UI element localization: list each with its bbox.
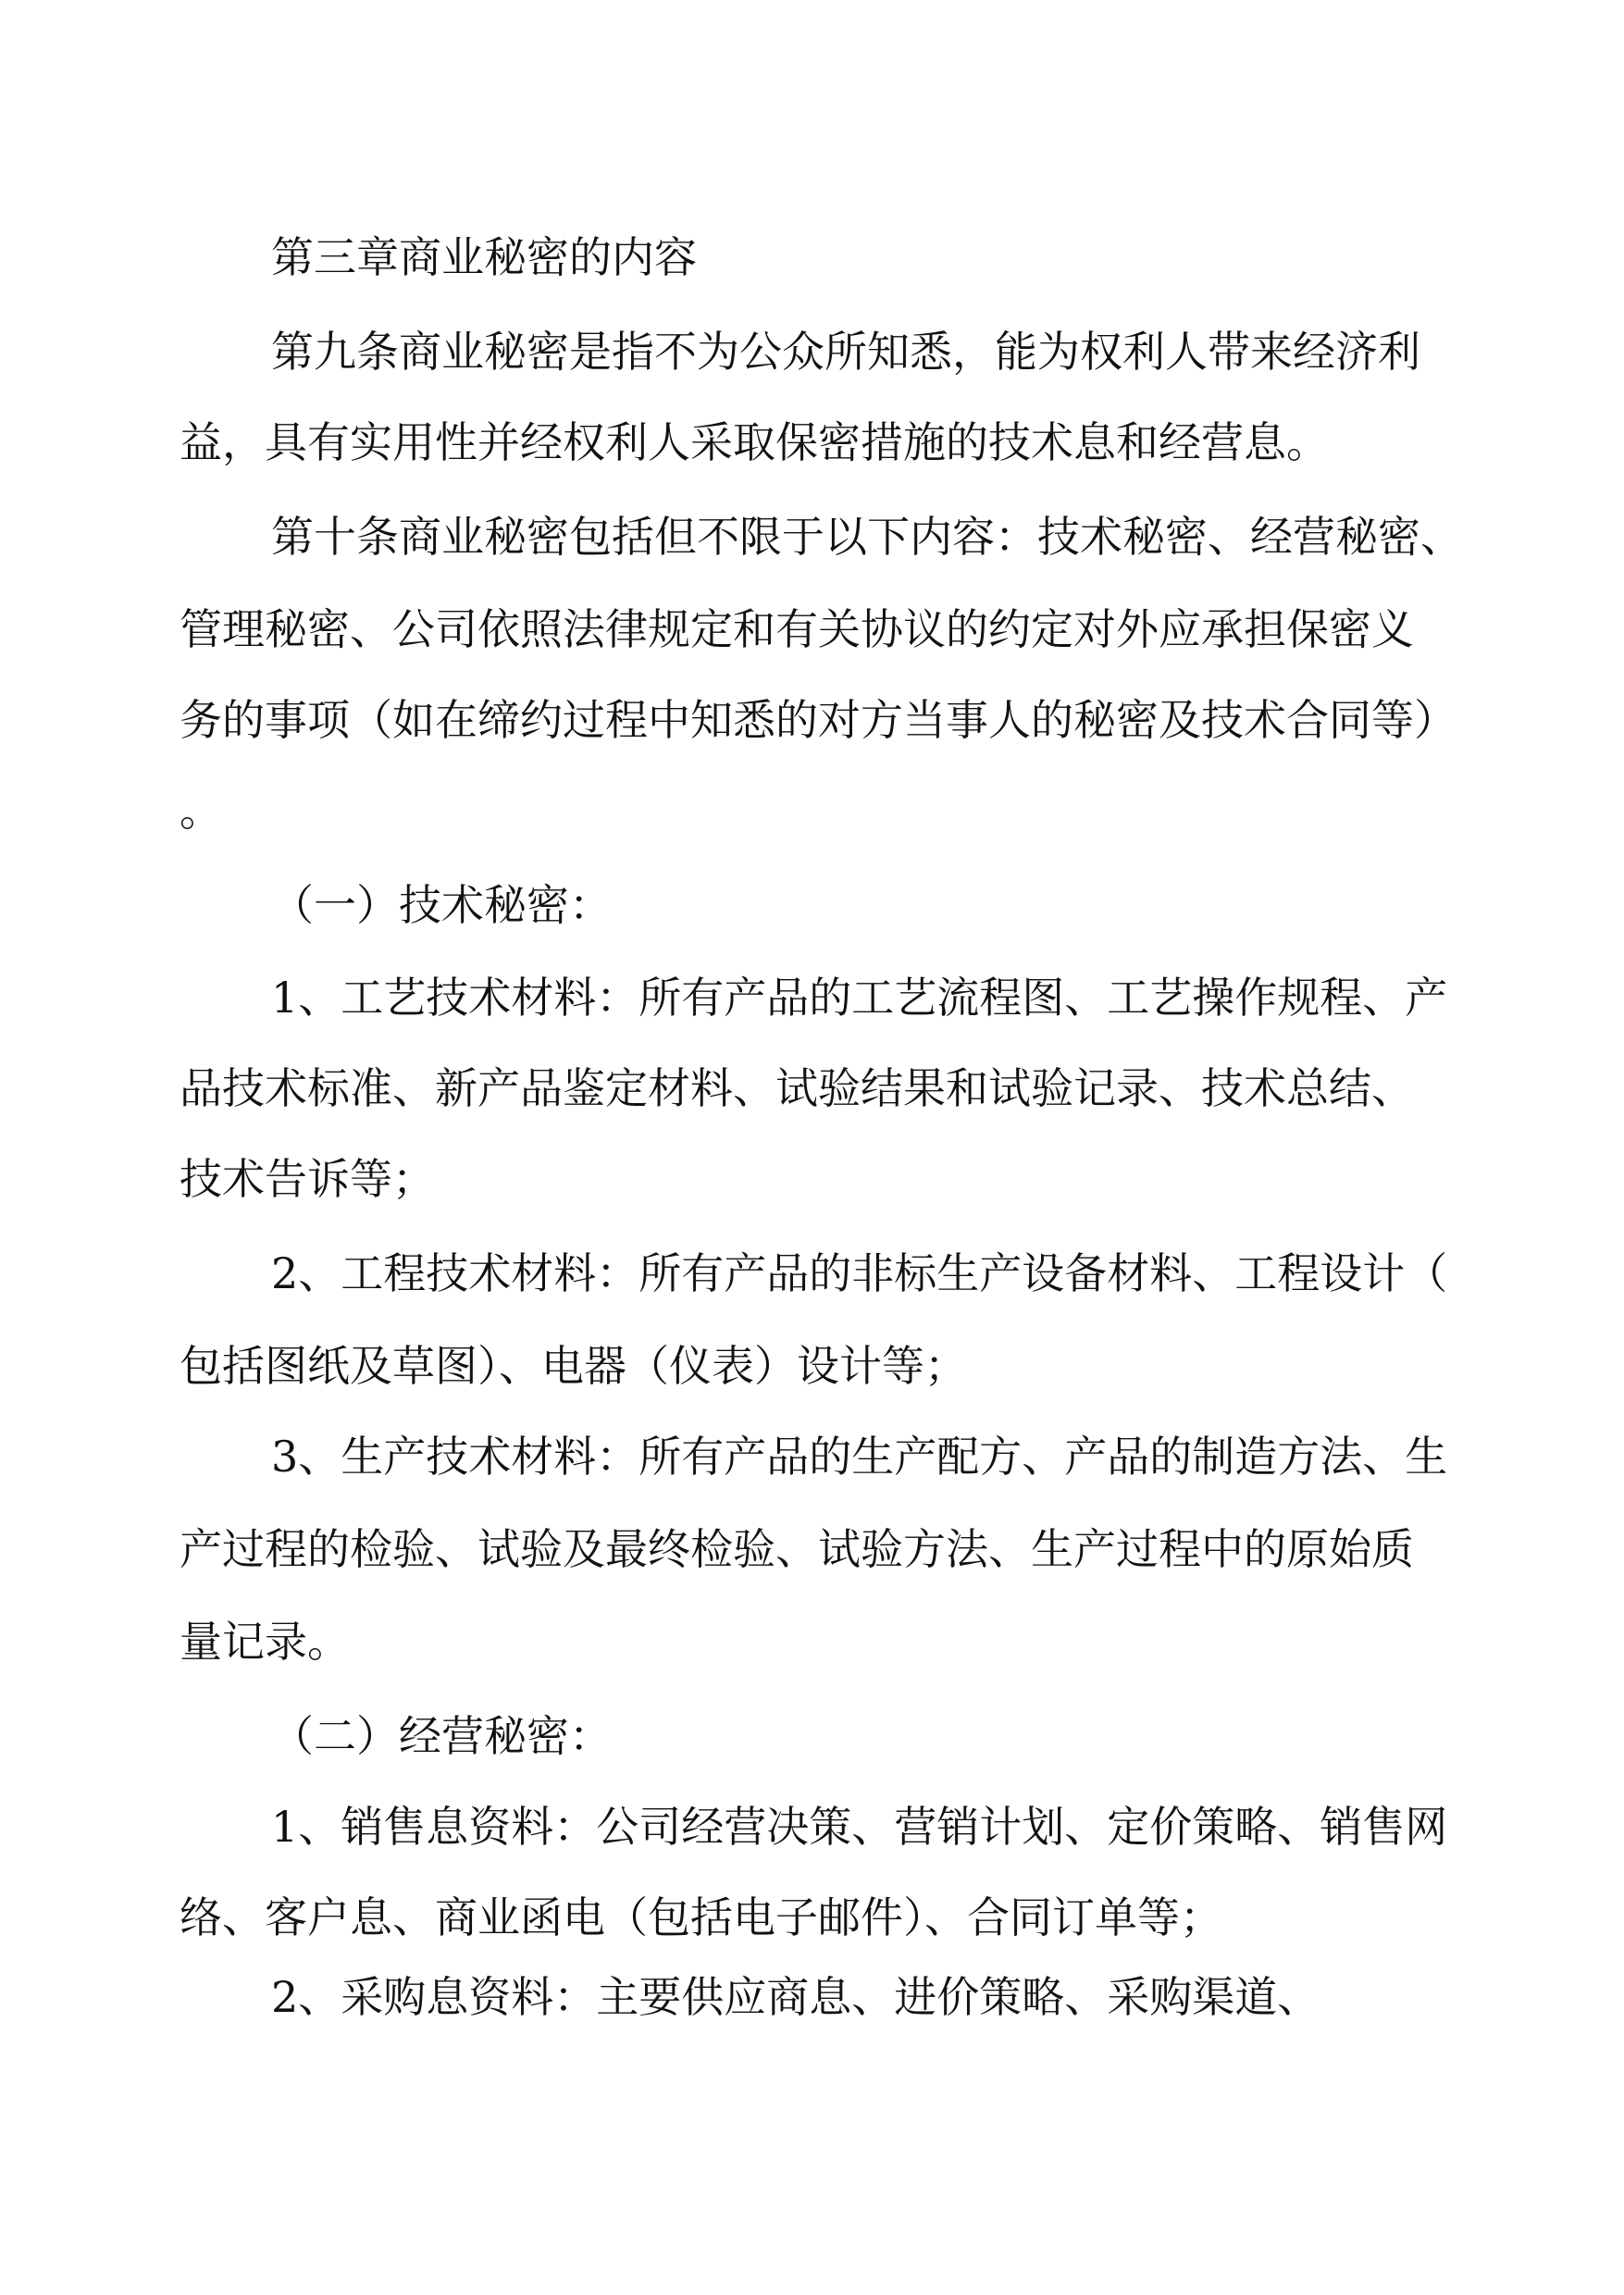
article-9-line-1: 第九条商业秘密是指不为公众所知悉，能为权利人带来经济利 [271,327,1420,377]
section-1-item-3-line-1: 3、生产技术材料：所有产品的生产配方、产品的制造方法、生 [271,1432,1448,1482]
section-1-item-2-line-1: 2、工程技术材料：所有产品的非标生产设备材料、工程设计（ [271,1248,1448,1298]
section-1-item-2-line-2: 包括图纸及草图）、电器（仪表）设计等； [180,1341,967,1391]
chapter-heading: 第三章商业秘密的内容 [271,232,697,282]
section-2-item-1-line-2: 络、客户息、商业函电（包括电子邮件）、合同订单等； [180,1892,1222,1942]
article-10-line-4: 。 [180,786,222,836]
article-10-line-2: 管理秘密、公司依照法律规定和有关协议的约定对外应承担保密义 [180,604,1414,654]
section-1-item-1-line-3: 技术告诉等； [180,1154,435,1204]
section-1-item-1-line-1: 1、工艺技术材料：所有产品的工艺流程图、工艺操作规程、产 [271,973,1448,1023]
section-1-heading: （一）技术秘密： [271,880,612,930]
article-9-line-2: 益，具有实用性并经权利人采取保密措施的技术息和经营息。 [180,417,1329,467]
article-10-line-3: 务的事项（如在缔约过程中知悉的对方当事人的秘密及技术合同等） [180,695,1457,745]
section-1-item-3-line-2: 产过程的检验、试验及最终检验、试验方法、生产过程中的原始质 [180,1524,1414,1574]
section-2-heading: （二）经营秘密： [271,1711,612,1761]
section-1-item-3-line-3: 量记录。 [180,1617,350,1667]
section-2-item-1-line-1: 1、销售息资料：公司经营决策、营销计划、定价策略、销售网 [271,1802,1448,1852]
section-1-item-1-line-2: 品技术标准、新产品鉴定材料、试验结果和试验记录、技术总结、 [180,1063,1414,1113]
section-2-item-2-line-1: 2、采购息资料：主要供应商息、进价策略、采购渠道、 [271,1972,1320,2022]
article-10-line-1: 第十条商业秘密包括但不限于以下内容：技术秘密、经营秘密、 [271,512,1463,562]
